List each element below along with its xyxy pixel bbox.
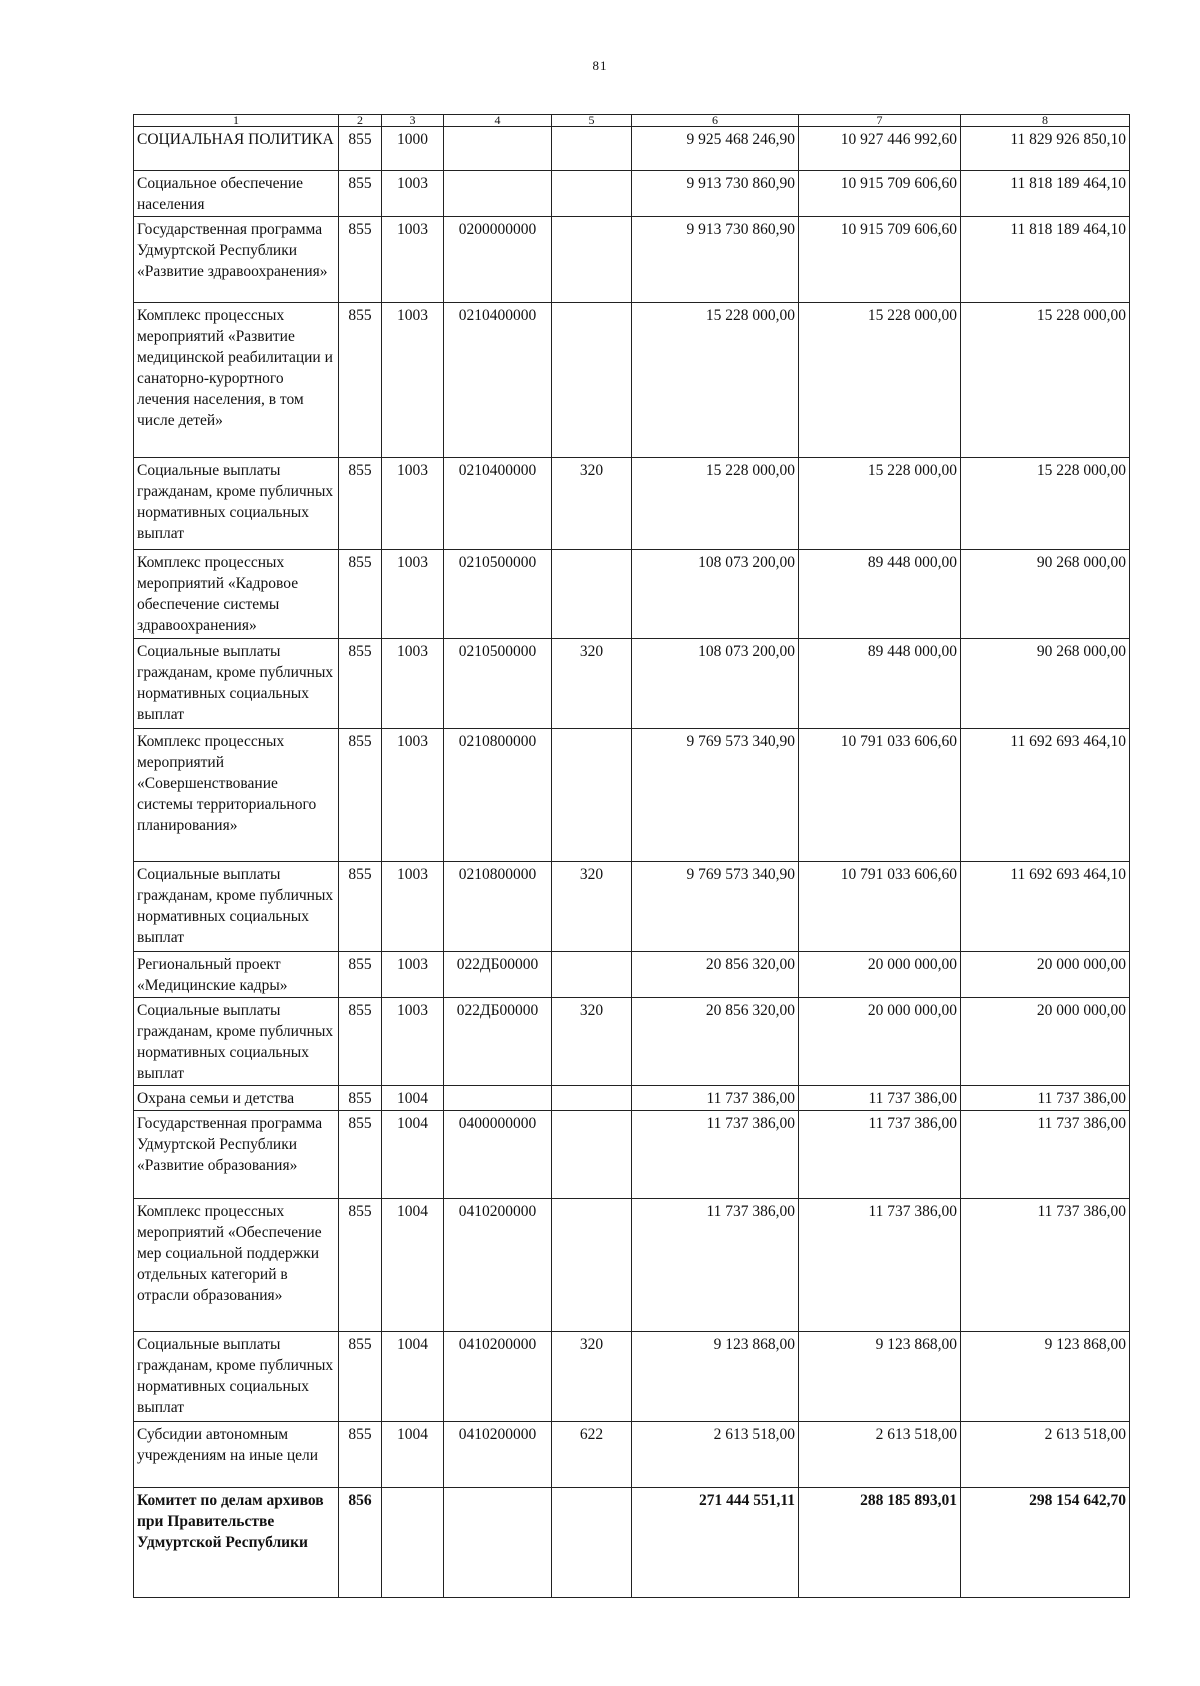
row-amount-3: 20 000 000,00 — [961, 998, 1130, 1086]
column-header-4: 4 — [444, 115, 552, 127]
row-name: Социальное обеспечение населения — [134, 171, 339, 217]
row-expense-type: 320 — [552, 639, 632, 729]
row-section-code: 1004 — [382, 1086, 444, 1111]
column-header-2: 2 — [339, 115, 382, 127]
row-expense-type — [552, 217, 632, 303]
row-amount-1: 9 769 573 340,90 — [632, 729, 799, 862]
row-section-code: 1004 — [382, 1111, 444, 1199]
row-target-code: 022ДБ00000 — [444, 952, 552, 998]
row-expense-type — [552, 729, 632, 862]
row-amount-3: 2 613 518,00 — [961, 1422, 1130, 1488]
row-amount-1: 108 073 200,00 — [632, 550, 799, 639]
budget-table — [133, 114, 1130, 1598]
row-amount-2: 10 927 446 992,60 — [799, 127, 961, 171]
row-amount-1: 15 228 000,00 — [632, 458, 799, 550]
row-gr-code: 855 — [339, 458, 382, 550]
row-amount-3: 15 228 000,00 — [961, 303, 1130, 458]
row-amount-1: 11 737 386,00 — [632, 1086, 799, 1111]
row-gr-code: 855 — [339, 1332, 382, 1422]
row-name: Государственная программа Удмуртской Республики «Развитие здравоохранения» — [134, 217, 339, 303]
row-name: Социальные выплаты гражданам, кроме публичных нормативных социальных выплат — [134, 458, 339, 550]
row-amount-3: 11 692 693 464,10 — [961, 862, 1130, 952]
row-gr-code: 855 — [339, 952, 382, 998]
row-target-code: 0400000000 — [444, 1111, 552, 1199]
row-name: СОЦИАЛЬНАЯ ПОЛИТИКА — [134, 127, 339, 171]
row-gr-code: 855 — [339, 1111, 382, 1199]
table-row — [134, 1111, 1130, 1199]
table-row — [134, 729, 1130, 862]
row-section-code: 1000 — [382, 127, 444, 171]
table-row — [134, 171, 1130, 217]
row-gr-code: 855 — [339, 729, 382, 862]
row-amount-1: 108 073 200,00 — [632, 639, 799, 729]
row-amount-3: 9 123 868,00 — [961, 1332, 1130, 1422]
row-target-code: 0210400000 — [444, 303, 552, 458]
row-amount-1: 11 737 386,00 — [632, 1199, 799, 1332]
row-name: Комплекс процессных мероприятий «Развитие медицинской реабилитации и санаторно-курортного лечения населения, в том числе детей» — [134, 303, 339, 458]
row-section-code — [382, 1488, 444, 1598]
row-amount-2: 10 915 709 606,60 — [799, 217, 961, 303]
row-name: Социальные выплаты гражданам, кроме публичных нормативных социальных выплат — [134, 639, 339, 729]
row-amount-1: 9 913 730 860,90 — [632, 217, 799, 303]
row-target-code: 0410200000 — [444, 1332, 552, 1422]
row-section-code: 1004 — [382, 1199, 444, 1332]
row-name: Социальные выплаты гражданам, кроме публичных нормативных социальных выплат — [134, 998, 339, 1086]
column-header-5: 5 — [552, 115, 632, 127]
row-section-code: 1003 — [382, 550, 444, 639]
row-amount-3: 11 737 386,00 — [961, 1111, 1130, 1199]
row-section-code: 1003 — [382, 998, 444, 1086]
row-gr-code: 855 — [339, 1422, 382, 1488]
row-amount-2: 20 000 000,00 — [799, 998, 961, 1086]
row-expense-type — [552, 1488, 632, 1598]
row-target-code: 0410200000 — [444, 1422, 552, 1488]
row-expense-type — [552, 550, 632, 639]
table-row — [134, 639, 1130, 729]
row-amount-3: 11 737 386,00 — [961, 1199, 1130, 1332]
row-amount-2: 288 185 893,01 — [799, 1488, 961, 1598]
row-amount-3: 15 228 000,00 — [961, 458, 1130, 550]
row-section-code: 1004 — [382, 1422, 444, 1488]
row-gr-code: 855 — [339, 217, 382, 303]
table-row — [134, 550, 1130, 639]
table-row — [134, 862, 1130, 952]
row-name: Комплекс процессных мероприятий «Кадровое обеспечение системы здравоохранения» — [134, 550, 339, 639]
row-gr-code: 855 — [339, 639, 382, 729]
row-name: Социальные выплаты гражданам, кроме публичных нормативных социальных выплат — [134, 1332, 339, 1422]
row-gr-code: 855 — [339, 1086, 382, 1111]
row-expense-type — [552, 1086, 632, 1111]
row-section-code: 1004 — [382, 1332, 444, 1422]
row-amount-3: 11 737 386,00 — [961, 1086, 1130, 1111]
table-row — [134, 303, 1130, 458]
table-row — [134, 952, 1130, 998]
row-expense-type — [552, 952, 632, 998]
row-target-code: 0200000000 — [444, 217, 552, 303]
row-amount-2: 11 737 386,00 — [799, 1086, 961, 1111]
row-expense-type: 320 — [552, 458, 632, 550]
row-expense-type: 320 — [552, 998, 632, 1086]
row-amount-2: 89 448 000,00 — [799, 639, 961, 729]
table-row — [134, 1332, 1130, 1422]
column-header-3: 3 — [382, 115, 444, 127]
row-gr-code: 855 — [339, 862, 382, 952]
row-expense-type: 320 — [552, 1332, 632, 1422]
row-gr-code: 856 — [339, 1488, 382, 1598]
table-row — [134, 1086, 1130, 1111]
row-expense-type: 320 — [552, 862, 632, 952]
row-amount-2: 10 791 033 606,60 — [799, 729, 961, 862]
row-amount-2: 10 915 709 606,60 — [799, 171, 961, 217]
row-name: Субсидии автономным учреждениям на иные цели — [134, 1422, 339, 1488]
row-section-code: 1003 — [382, 171, 444, 217]
row-amount-2: 15 228 000,00 — [799, 303, 961, 458]
table-row — [134, 998, 1130, 1086]
row-name: Комплекс процессных мероприятий «Обеспечение мер социальной поддержки отдельных категорий в отрасли образования» — [134, 1199, 339, 1332]
column-header-6: 6 — [632, 115, 799, 127]
row-gr-code: 855 — [339, 1199, 382, 1332]
row-amount-3: 11 818 189 464,10 — [961, 217, 1130, 303]
row-name: Государственная программа Удмуртской Республики «Развитие образования» — [134, 1111, 339, 1199]
row-target-code: 0210800000 — [444, 862, 552, 952]
row-target-code — [444, 1488, 552, 1598]
row-name: Комплекс процессных мероприятий «Совершенствование системы территориального планирования» — [134, 729, 339, 862]
row-amount-2: 9 123 868,00 — [799, 1332, 961, 1422]
row-target-code: 0210500000 — [444, 639, 552, 729]
row-amount-1: 20 856 320,00 — [632, 998, 799, 1086]
column-header-1: 1 — [134, 115, 339, 127]
row-amount-2: 11 737 386,00 — [799, 1111, 961, 1199]
row-expense-type — [552, 1111, 632, 1199]
row-gr-code: 855 — [339, 171, 382, 217]
row-gr-code: 855 — [339, 303, 382, 458]
row-target-code: 0210800000 — [444, 729, 552, 862]
row-amount-3: 90 268 000,00 — [961, 550, 1130, 639]
row-name: Охрана семьи и детства — [134, 1086, 339, 1111]
row-target-code: 022ДБ00000 — [444, 998, 552, 1086]
row-target-code: 0210500000 — [444, 550, 552, 639]
row-expense-type — [552, 1199, 632, 1332]
row-expense-type — [552, 303, 632, 458]
row-amount-1: 11 737 386,00 — [632, 1111, 799, 1199]
row-amount-1: 9 769 573 340,90 — [632, 862, 799, 952]
row-expense-type — [552, 171, 632, 217]
row-name: Региональный проект «Медицинские кадры» — [134, 952, 339, 998]
row-amount-2: 10 791 033 606,60 — [799, 862, 961, 952]
row-section-code: 1003 — [382, 217, 444, 303]
row-target-code — [444, 127, 552, 171]
row-gr-code: 855 — [339, 127, 382, 171]
row-gr-code: 855 — [339, 998, 382, 1086]
row-amount-2: 20 000 000,00 — [799, 952, 961, 998]
row-name: Социальные выплаты гражданам, кроме публичных нормативных социальных выплат — [134, 862, 339, 952]
row-section-code: 1003 — [382, 862, 444, 952]
page-number: 81 — [592, 58, 608, 73]
row-target-code: 0210400000 — [444, 458, 552, 550]
row-expense-type: 622 — [552, 1422, 632, 1488]
table-row — [134, 1199, 1130, 1332]
row-gr-code: 855 — [339, 550, 382, 639]
row-amount-1: 9 913 730 860,90 — [632, 171, 799, 217]
table-row — [134, 1488, 1130, 1598]
row-expense-type — [552, 127, 632, 171]
row-amount-3: 20 000 000,00 — [961, 952, 1130, 998]
table-row — [134, 127, 1130, 171]
row-target-code — [444, 171, 552, 217]
table-row — [134, 1422, 1130, 1488]
row-amount-2: 89 448 000,00 — [799, 550, 961, 639]
row-amount-1: 2 613 518,00 — [632, 1422, 799, 1488]
row-amount-1: 15 228 000,00 — [632, 303, 799, 458]
row-amount-3: 90 268 000,00 — [961, 639, 1130, 729]
row-amount-1: 20 856 320,00 — [632, 952, 799, 998]
row-amount-1: 9 123 868,00 — [632, 1332, 799, 1422]
column-header-7: 7 — [799, 115, 961, 127]
row-amount-2: 2 613 518,00 — [799, 1422, 961, 1488]
row-amount-1: 271 444 551,11 — [632, 1488, 799, 1598]
row-amount-2: 11 737 386,00 — [799, 1199, 961, 1332]
row-target-code — [444, 1086, 552, 1111]
row-amount-3: 11 818 189 464,10 — [961, 171, 1130, 217]
table-row — [134, 217, 1130, 303]
row-section-code: 1003 — [382, 458, 444, 550]
row-section-code: 1003 — [382, 729, 444, 862]
row-amount-3: 11 692 693 464,10 — [961, 729, 1130, 862]
column-header-8: 8 — [961, 115, 1130, 127]
row-target-code: 0410200000 — [444, 1199, 552, 1332]
row-amount-1: 9 925 468 246,90 — [632, 127, 799, 171]
row-amount-3: 298 154 642,70 — [961, 1488, 1130, 1598]
row-amount-3: 11 829 926 850,10 — [961, 127, 1130, 171]
row-section-code: 1003 — [382, 303, 444, 458]
header-row — [134, 115, 1130, 127]
row-amount-2: 15 228 000,00 — [799, 458, 961, 550]
row-section-code: 1003 — [382, 639, 444, 729]
row-section-code: 1003 — [382, 952, 444, 998]
table-row — [134, 458, 1130, 550]
row-name: Комитет по делам архивов при Правительстве Удмуртской Республики — [134, 1488, 339, 1598]
